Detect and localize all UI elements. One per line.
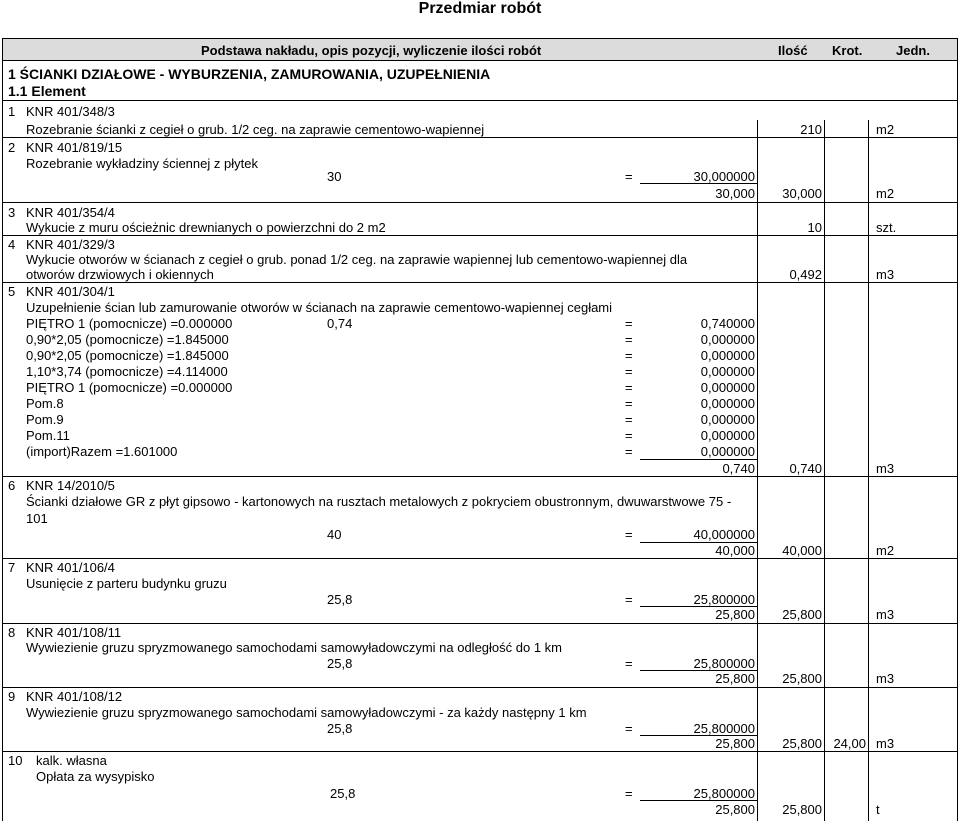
header-qty: Ilość: [778, 43, 808, 58]
item-qty: 0,492: [789, 267, 822, 282]
calc-equals: =: [625, 656, 633, 671]
calc-equals: =: [625, 444, 633, 459]
item-unit: szt.: [876, 220, 897, 235]
calc-equals: =: [625, 348, 633, 363]
item-qty: 25,800: [782, 671, 822, 686]
item-number: 7: [8, 560, 16, 575]
item-unit: m3: [876, 461, 895, 476]
calc-value: 30,000000: [693, 169, 755, 184]
calc-expression: 25,8: [330, 786, 356, 801]
calc-line-label: 0,90*2,05 (pomocnicze) =1.845000: [26, 332, 229, 347]
calc-value: 0,000000: [700, 444, 755, 459]
calc-sum: 25,800: [715, 607, 755, 622]
sum-underline: [640, 459, 757, 460]
calc-expression: 25,8: [327, 592, 353, 607]
calc-value: 0,000000: [700, 428, 755, 443]
item-unit: m2: [876, 186, 895, 201]
item-number: 6: [8, 478, 16, 493]
item-unit: m3: [876, 607, 895, 622]
calc-value: 0,740000: [700, 316, 755, 331]
item-description: Opłata za wysypisko: [36, 769, 155, 784]
calc-line-label: Pom.9: [26, 412, 64, 427]
calc-equals: =: [625, 169, 633, 184]
calc-line-label: PIĘTRO 1 (pomocnicze) =0.000000: [26, 380, 233, 395]
item-qty: 210: [800, 122, 822, 137]
item-unit: m3: [876, 736, 895, 751]
calc-sum: 40,000: [715, 543, 755, 558]
item-number: 8: [8, 625, 16, 640]
calc-line-label: Pom.8: [26, 396, 64, 411]
item-description: Uzupełnienie ścian lub zamurowanie otworów w ścianach na zaprawie cementowo-wapiennej cegłami: [26, 300, 613, 315]
item-qty: 0,740: [789, 461, 822, 476]
calc-expression: 25,8: [327, 721, 353, 736]
calc-line-label: Pom.11: [26, 428, 70, 443]
sum-underline: [640, 183, 757, 184]
header-krot: Krot.: [832, 43, 863, 58]
item-number: 3: [8, 205, 16, 220]
calc-equals: =: [625, 412, 633, 427]
item-description: Wykucie z muru ościeżnic drewnianych o powierzchni do 2 m2: [26, 220, 386, 235]
calc-value: 0,000000: [700, 348, 755, 363]
table-header: [2, 38, 958, 61]
calc-value: 25,800000: [693, 786, 755, 801]
item-number: 4: [8, 237, 16, 252]
item-qty: 25,800: [782, 607, 822, 622]
sum-underline: [640, 800, 757, 801]
item-unit: m2: [876, 543, 895, 558]
calc-value: 0,000000: [700, 380, 755, 395]
item-code: KNR 401/304/1: [26, 284, 115, 299]
calc-value: 40,000000: [693, 527, 755, 542]
page-title: Przedmiar robót: [418, 0, 542, 17]
calc-equals: =: [625, 786, 633, 801]
calc-equals: =: [625, 396, 633, 411]
item-description: Wywiezienie gruzu spryzmowanego samochodami samowyładowczymi na odległość do 1 km: [26, 640, 563, 655]
calc-value: 0,000000: [700, 332, 755, 347]
calc-line-label: 0,90*2,05 (pomocnicze) =1.845000: [26, 348, 229, 363]
calc-expression: 30: [327, 169, 342, 184]
item-code: KNR 401/329/3: [26, 237, 115, 252]
item-qty: 10: [807, 220, 822, 235]
item-description-cont: otworów drzwiowych i okiennych: [26, 267, 214, 282]
item-code: KNR 401/354/4: [26, 205, 115, 220]
item-qty: 30,000: [782, 186, 822, 201]
calc-line-label: PIĘTRO 1 (pomocnicze) =0.000000: [26, 316, 233, 331]
item-code: KNR 401/108/12: [26, 689, 123, 704]
item-krot: 24,00: [833, 736, 866, 751]
item-description: Wywiezienie gruzu spryzmowanego samochodami samowyładowczymi - za każdy następny 1 km: [26, 705, 587, 720]
calc-equals: =: [625, 527, 633, 542]
calc-value: 25,800000: [693, 592, 755, 607]
item-qty: 25,800: [782, 802, 822, 817]
item-description: Wykucie otworów w ścianach z cegieł o grub. ponad 1/2 ceg. na zaprawie wapiennej lub cementowo-wapiennej dla: [26, 252, 688, 267]
calc-value: 25,800000: [693, 656, 755, 671]
subsection-heading: 1.1 Element: [8, 83, 86, 99]
header-unit: Jedn.: [896, 43, 930, 58]
calc-expression: 40: [327, 527, 342, 542]
calc-sum: 25,800: [715, 802, 755, 817]
item-code: KNR 401/348/3: [26, 104, 115, 119]
calc-value: 0,000000: [700, 396, 755, 411]
item-description: Rozebranie ścianki z cegieł o grub. 1/2 ceg. na zaprawie cementowo-wapiennej: [26, 122, 485, 137]
section-heading: 1 ŚCIANKI DZIAŁOWE - WYBURZENIA, ZAMUROWANIA, UZUPEŁNIENIA: [8, 66, 491, 82]
calc-equals: =: [625, 316, 633, 331]
item-code: KNR 14/2010/5: [26, 478, 115, 493]
item-number: 10: [8, 753, 23, 768]
calc-equals: =: [625, 332, 633, 347]
calc-line-mid: 0,74: [327, 316, 353, 331]
calc-equals: =: [625, 364, 633, 379]
item-number: 2: [8, 140, 16, 155]
item-unit: m3: [876, 267, 895, 282]
item-description-cont: 101: [26, 511, 48, 526]
calc-sum: 30,000: [715, 186, 755, 201]
item-code: KNR 401/106/4: [26, 560, 115, 575]
calc-sum: 0,740: [722, 461, 755, 476]
calc-equals: =: [625, 380, 633, 395]
header-description: Podstawa nakładu, opis pozycji, wyliczenie ilości robót: [201, 43, 542, 58]
calc-value: 25,800000: [693, 721, 755, 736]
item-unit: m3: [876, 671, 895, 686]
item-qty: 40,000: [782, 543, 822, 558]
item-description: Rozebranie wykładziny ściennej z płytek: [26, 156, 258, 171]
calc-expression: 25,8: [327, 656, 353, 671]
item-unit: m2: [876, 122, 895, 137]
calc-value: 0,000000: [700, 364, 755, 379]
item-code: KNR 401/819/15: [26, 140, 123, 155]
item-code: kalk. własna: [36, 753, 107, 768]
item-unit: t: [876, 802, 880, 817]
item-number: 1: [8, 104, 16, 119]
item-number: 5: [8, 284, 16, 299]
calc-sum: 25,800: [715, 736, 755, 751]
calc-equals: =: [625, 592, 633, 607]
item-number: 9: [8, 689, 16, 704]
calc-sum: 25,800: [715, 671, 755, 686]
calc-value: 0,000000: [700, 412, 755, 427]
item-description: Ścianki działowe GR z płyt gipsowo - kartonowych na rusztach metalowych z pokryciem obustronnym, dwuwarstwowe 75 -: [26, 494, 732, 509]
calc-equals: =: [625, 428, 633, 443]
item-description: Usunięcie z parteru budynku gruzu: [26, 576, 227, 591]
calc-line-label: (import)Razem =1.601000: [26, 444, 178, 459]
calc-line-label: 1,10*3,74 (pomocnicze) =4.114000: [26, 364, 228, 379]
item-qty: 25,800: [782, 736, 822, 751]
calc-equals: =: [625, 721, 633, 736]
item-code: KNR 401/108/11: [26, 625, 122, 640]
